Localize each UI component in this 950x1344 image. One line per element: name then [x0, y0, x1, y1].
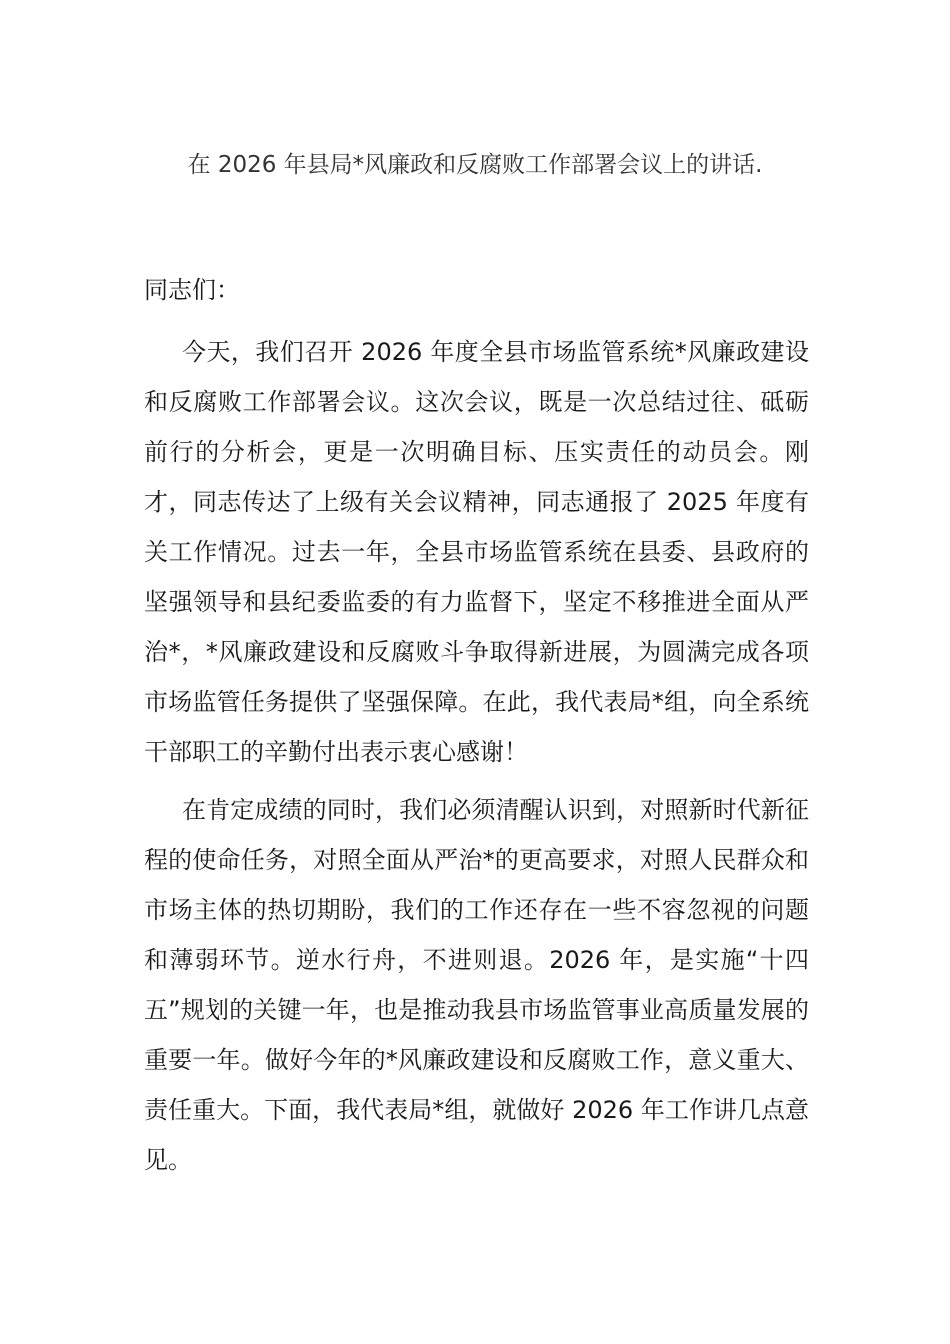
paragraph-1: 今天，我们召开 2026 年度全县市场监管系统*风廉政建设和反腐败工作部署会议。这次会议，既是一次总结过往、砥砺前行的分析会，更是一次明确目标、压实责任的动员会。刚才，同志传达了上级有关会议精神，同志通报了 2025 年度有关工作情况。过去一年，全县市场监管系统在县委、县政府的坚强领导和县纪委监委的有力监督下，坚定不移推进全面从严治*，*风廉政建设和反腐败斗争取得新进展，为圆满完成各项市场监管任务提供了坚强保障。在此，我代表局*组，向全系统干部职工的辛勤付出表示衷心感谢！	[144, 338, 809, 766]
paragraph-2: 在肯定成绩的同时，我们必须清醒认识到，对照新时代新征程的使命任务，对照全面从严治*的更高要求，对照人民群众和市场主体的热切期盼，我们的工作还存在一些不容忽视的问题和薄弱环节。逆水行舟，不进则退。2026 年，是实施“十四五”规划的关键一年，也是推动我县市场监管事业高质量发展的重要一年。做好今年的*风廉政建设和反腐败工作，意义重大、责任重大。下面，我代表局*组，就做好 2026 年工作讲几点意见。	[144, 796, 809, 1174]
salutation: 同志们：	[144, 276, 240, 304]
document-title: 在 2026 年县局*风廉政和反腐败工作部署会议上的讲话.	[187, 152, 763, 178]
